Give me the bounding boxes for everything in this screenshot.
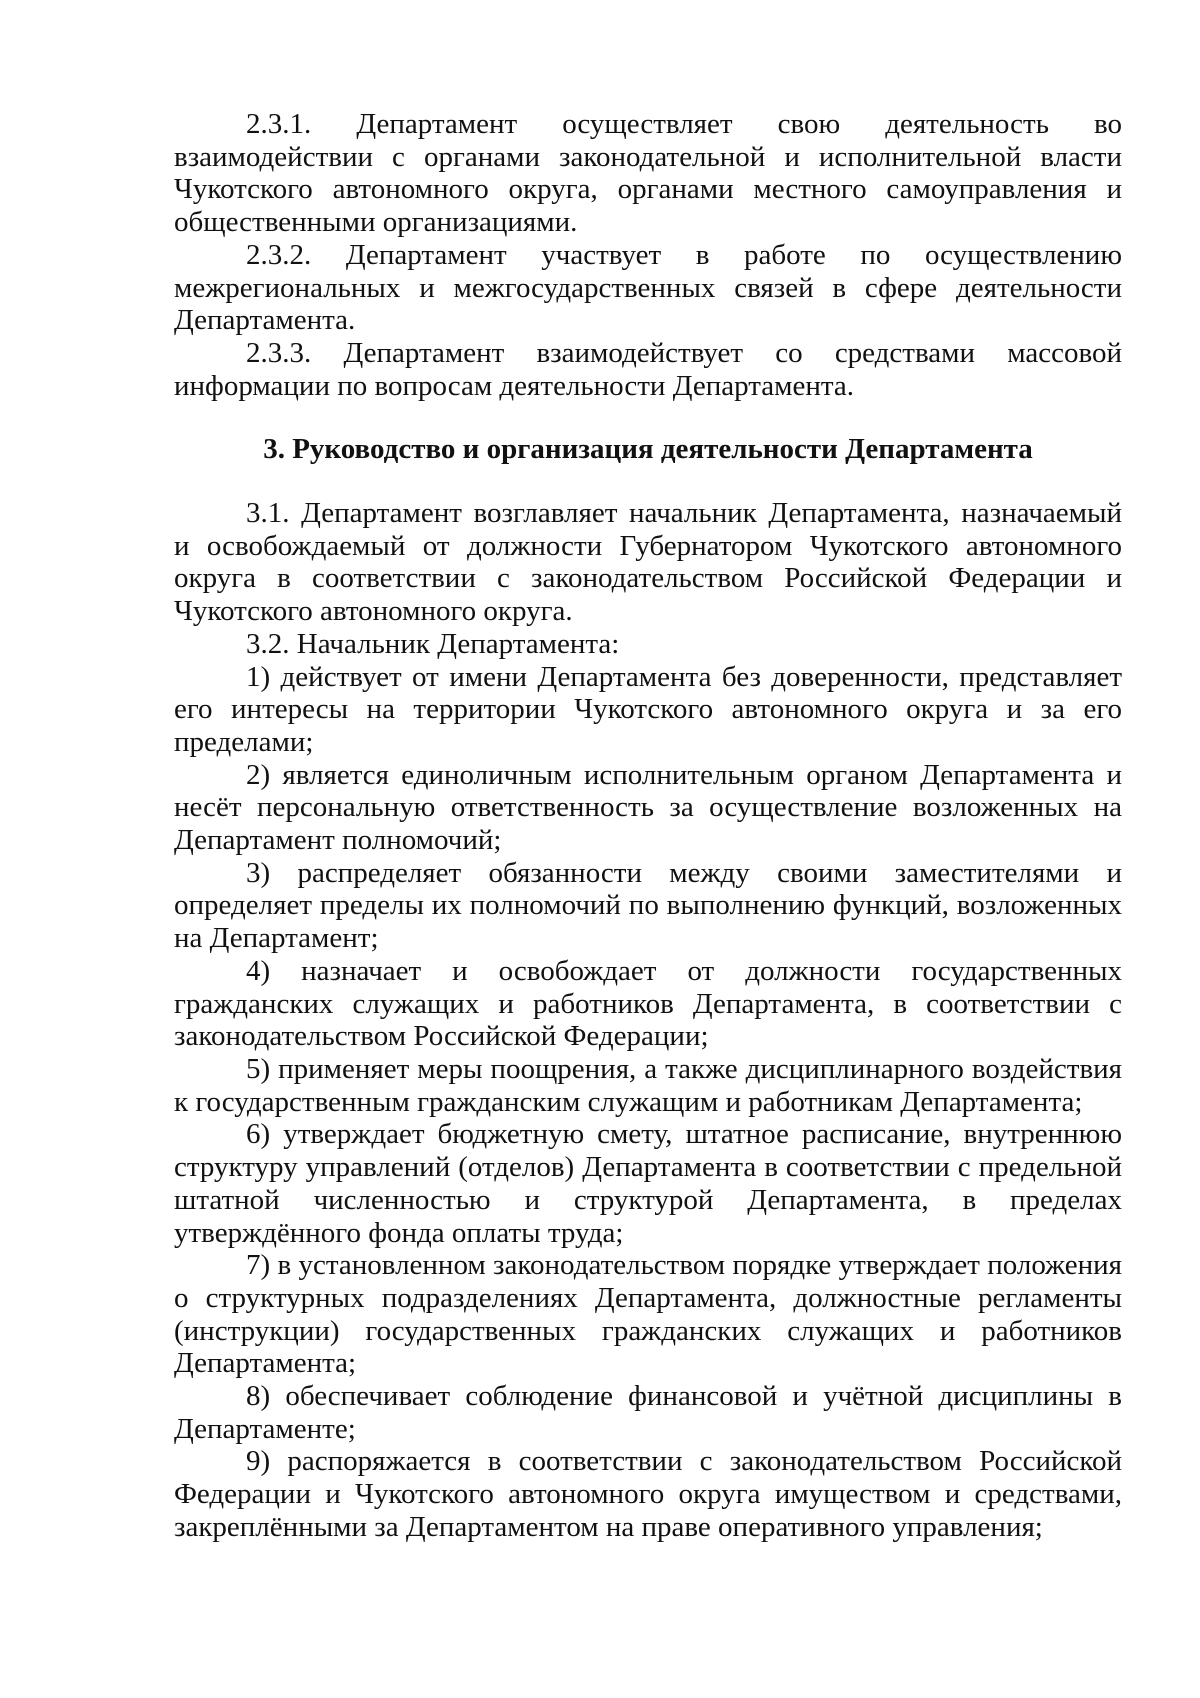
list-item-5: 5) применяет меры поощрения, а также дисциплинарного воздействия к государственным гражданским служащим и работникам Департамента; <box>174 1052 1122 1118</box>
list-item-2: 2) является единоличным исполнительным органом Департамента и несёт персональную ответственность за осуществление возложенных на Департамент полномочий; <box>174 758 1122 857</box>
list-item-1: 1) действует от имени Департамента без доверенности, представляет его интересы на территории Чукотского автономного округа и за его пределами; <box>174 660 1122 758</box>
list-item-9: 9) распоряжается в соответствии с законодательством Российской Федерации и Чукотского автономного округа имуществом и средствами, закреплёнными за Департаментом на праве оперативного управления; <box>174 1445 1122 1543</box>
paragraph-2-3-1: 2.3.1. Департамент осуществляет свою деятельность во взаимодействии с органами законодательной и исполнительной власти Чукотского автономного округа, органами местного самоуправления и общественными организациями. <box>174 108 1122 239</box>
list-item-7: 7) в установленном законодательством порядке утверждает положения о структурных подразделениях Департамента, должностные регламенты (инструкции) государственных гражданских служащих и работников Департамента; <box>174 1249 1122 1380</box>
paragraph-2-3-2: 2.3.2. Департамент участвует в работе по осуществлению межрегиональных и межгосударственных связей в сфере деятельности Департамента. <box>174 238 1122 337</box>
document-body <box>174 108 1122 1544</box>
list-item-4: 4) назначает и освобождает от должности государственных гражданских служащих и работников Департамента, в соответствии с законодательством Российской Федерации; <box>174 954 1122 1053</box>
list-item-8: 8) обеспечивает соблюдение финансовой и учётной дисциплины в Департаменте; <box>174 1380 1122 1445</box>
section-heading: 3. Руководство и организация деятельности Департамента <box>263 433 1033 466</box>
paragraph-3-1: 3.1. Департамент возглавляет начальник Департамента, назначаемый и освобождаемый от должности Губернатором Чукотского автономного округа в соответствии с законодательством Российской Федерации и Чукотского автономного округа. <box>174 497 1122 628</box>
list-item-3: 3) распределяет обязанности между своими заместителями и определяет пределы их полномочий по выполнению функций, возложенных на Департамент; <box>174 856 1122 955</box>
list-item-6: 6) утверждает бюджетную смету, штатное расписание, внутреннюю структуру управлений (отделов) Департамента в соответствии с предельной штатной численностью и структурой Департамента, в пределах утверждённого фонда оплаты труда; <box>174 1118 1122 1249</box>
paragraph-2-3-3: 2.3.3. Департамент взаимодействует со средствами массовой информации по вопросам деятельности Департамента. <box>174 336 1122 402</box>
paragraph-3-2: 3.2. Начальник Департамента: <box>246 627 620 660</box>
